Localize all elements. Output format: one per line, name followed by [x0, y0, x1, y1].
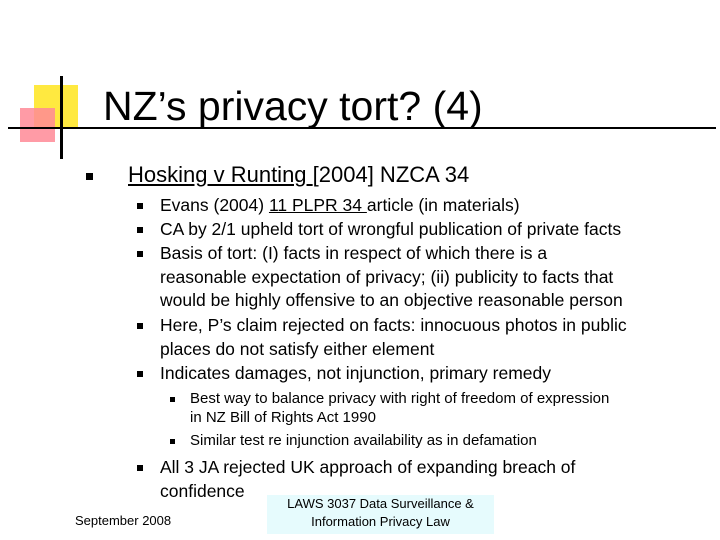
bullet-icon: [137, 371, 143, 377]
bullet-icon: [137, 251, 143, 257]
point-ca-upheld: CA by 2/1 upheld tort of wrongful publication of private facts: [160, 219, 622, 239]
evans-citation-link[interactable]: 11 PLPR 34: [268, 195, 367, 215]
point-line: confidence: [160, 480, 245, 501]
case-heading: [128, 162, 469, 188]
point-line: Here, P’s claim rejected on facts: innocuous photos in public: [160, 315, 627, 335]
bullet-icon: [137, 465, 143, 471]
point-damages: Indicates damages, not injunction, primary remedy: [160, 363, 552, 383]
point-text: Evans (2004): [160, 195, 269, 215]
point-line: All 3 JA rejected UK approach of expanding breach of: [160, 457, 576, 477]
case-citation: [2004] NZCA 34: [312, 162, 470, 187]
bullet-icon: [170, 439, 175, 444]
footer-course-line: Information Privacy Law: [311, 514, 450, 529]
footer-course-line: LAWS 3037 Data Surveillance &: [287, 496, 474, 511]
subpoint-line: Best way to balance privacy with right of freedom of expression: [190, 390, 610, 407]
point-basis-of-tort: [160, 242, 623, 313]
bullet-icon: [170, 397, 175, 402]
point-text: article (in materials): [366, 195, 520, 215]
subpoint-similar-test: Similar test re injunction availability as in defamation: [190, 432, 537, 449]
bullet-icon: [137, 227, 143, 233]
point-line: reasonable expectation of privacy; (ii) publicity to facts that: [160, 266, 614, 287]
point-line: Basis of tort: (I) facts in respect of which there is a: [160, 243, 548, 263]
bullet-icon: [137, 323, 143, 329]
footer-date: September 2008: [75, 513, 172, 528]
point-line: places do not satisfy either element: [160, 338, 435, 359]
case-link[interactable]: Hosking v Runting: [128, 162, 313, 187]
slide-title: NZ’s privacy tort? (4): [103, 83, 483, 129]
point-line: would be highly offensive to an objective reasonable person: [160, 290, 623, 310]
bullet-icon: [137, 203, 143, 209]
vertical-rule: [60, 76, 63, 159]
footer-course: [267, 495, 494, 534]
subpoint-line: in NZ Bill of Rights Act 1990: [190, 409, 376, 426]
point-claim-rejected: [160, 314, 627, 361]
red-square-decoration: [20, 108, 55, 142]
bullet-icon: [86, 173, 93, 180]
subpoint-balance: [190, 389, 609, 427]
point-evans: [160, 194, 520, 218]
